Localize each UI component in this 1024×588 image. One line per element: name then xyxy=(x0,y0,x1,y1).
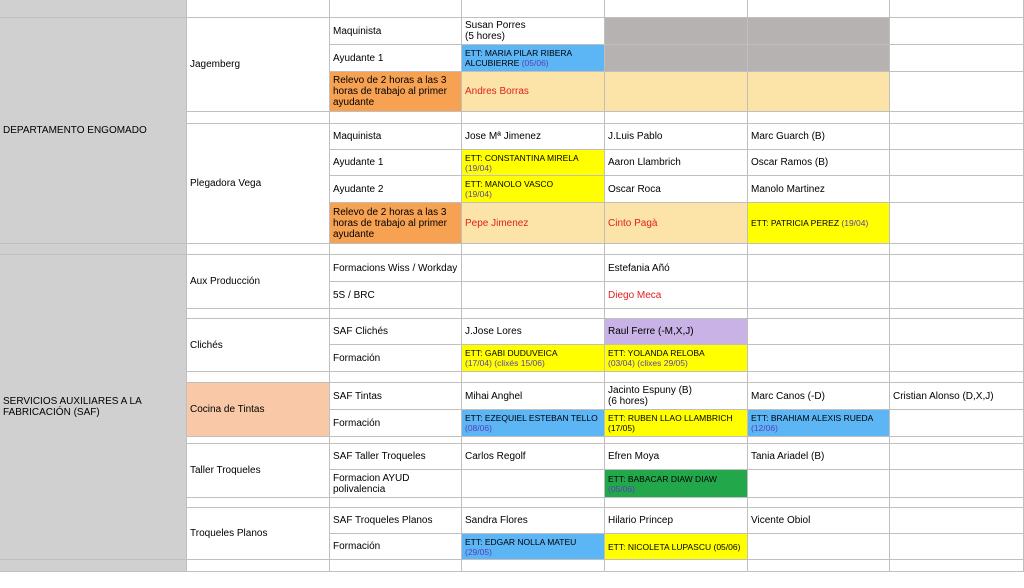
spacer-cell[interactable] xyxy=(462,437,605,444)
worker-cell[interactable] xyxy=(605,282,748,309)
worker-name: ETT: MANOLO VASCO xyxy=(465,179,554,189)
role-cell[interactable] xyxy=(330,72,462,112)
worker-cell[interactable] xyxy=(462,150,605,176)
worker-date: (05/06) xyxy=(608,483,635,494)
spacer-cell[interactable] xyxy=(748,498,890,508)
machine-label: Clichés xyxy=(190,339,223,351)
worker-cell[interactable] xyxy=(605,410,748,437)
machine-label: Taller Troqueles xyxy=(190,465,261,476)
worker-cell[interactable] xyxy=(748,319,890,345)
worker-cell[interactable] xyxy=(748,410,890,437)
role-label: SAF Clichés xyxy=(333,326,389,337)
spacer-cell[interactable] xyxy=(605,372,748,383)
worker-date: (29/05) xyxy=(465,546,492,557)
worker-name: Oscar Ramos (B) xyxy=(751,157,829,168)
worker-cell[interactable] xyxy=(748,203,890,244)
role-cell[interactable] xyxy=(330,410,462,437)
worker-cell[interactable] xyxy=(748,345,890,372)
worker-cell[interactable] xyxy=(890,45,1024,72)
machine-aux-produccion[interactable] xyxy=(187,255,330,309)
worker-name: ETT: CONSTANTINA MIRELA xyxy=(465,152,579,163)
worker-name: Cristian Alonso (D,X,J) xyxy=(893,390,994,402)
worker-name: Hilario Princep xyxy=(608,515,674,526)
worker-cell[interactable] xyxy=(605,508,748,534)
spacer-cell[interactable] xyxy=(748,437,890,444)
role-label: Formación xyxy=(333,417,381,429)
spacer-cell[interactable] xyxy=(187,437,330,444)
worker-cell[interactable] xyxy=(605,176,748,203)
role-cell[interactable] xyxy=(330,45,462,72)
spacer-cell[interactable] xyxy=(187,498,330,508)
worker-cell[interactable] xyxy=(890,176,1024,203)
worker-cell[interactable] xyxy=(748,18,890,45)
worker-cell[interactable] xyxy=(890,150,1024,176)
worker-name: Aaron Llambrich xyxy=(608,157,681,168)
worker-date: (17/04) (clixés 15/06) xyxy=(465,358,545,368)
worker-name: Andres Borras xyxy=(465,86,529,97)
role-label: 5S / BRC xyxy=(333,289,375,301)
header-cell[interactable] xyxy=(890,0,1024,18)
machine-plegadora[interactable] xyxy=(187,124,330,244)
worker-cell[interactable] xyxy=(462,282,605,309)
worker-date: (05/06) xyxy=(521,58,549,68)
worker-cell[interactable] xyxy=(748,45,890,72)
worker-name: Diego Meca xyxy=(608,289,662,301)
worker-name: Efren Moya xyxy=(608,451,660,462)
role-cell[interactable] xyxy=(330,282,462,309)
worker-name: J.Jose Lores xyxy=(465,326,522,337)
role-cell[interactable] xyxy=(330,255,462,282)
spacer-cell[interactable] xyxy=(605,498,748,508)
header-cell[interactable] xyxy=(187,0,330,18)
worker-cell[interactable] xyxy=(748,255,890,282)
role-label: SAF Tintas xyxy=(333,390,382,402)
spacer-cell[interactable] xyxy=(890,498,1024,508)
spacer-cell[interactable] xyxy=(890,560,1024,572)
worker-cell[interactable] xyxy=(890,534,1024,560)
worker-cell[interactable] xyxy=(748,383,890,410)
role-cell[interactable] xyxy=(330,150,462,176)
role-cell[interactable] xyxy=(330,18,462,45)
spacer-cell[interactable] xyxy=(0,244,187,255)
role-label: Relevo de 2 horas a las 3 horas de trabajo al primer ayudante xyxy=(333,206,447,240)
spacer-cell[interactable] xyxy=(330,112,462,124)
worker-date: (19/04) xyxy=(841,218,869,228)
worker-name: Oscar Roca xyxy=(608,183,661,195)
worker-name: Cinto Pagà xyxy=(608,217,658,229)
worker-cell[interactable] xyxy=(890,410,1024,437)
role-label: Formación xyxy=(333,541,381,552)
worker-cell[interactable] xyxy=(605,319,748,345)
worker-cell[interactable] xyxy=(462,124,605,150)
worker-cell[interactable] xyxy=(462,45,605,72)
worker-cell[interactable] xyxy=(605,534,748,560)
spacer-cell[interactable] xyxy=(462,372,605,383)
worker-entry xyxy=(465,348,558,368)
spacer-cell[interactable] xyxy=(187,560,330,572)
worker-name: Estefania Añó xyxy=(608,262,670,274)
role-label: Formacion AYUD polivalencia xyxy=(333,472,410,495)
role-label: Formación xyxy=(333,352,381,364)
spacer-cell[interactable] xyxy=(605,112,748,124)
role-label: SAF Troqueles Planos xyxy=(333,515,433,526)
worker-cell[interactable] xyxy=(462,176,605,203)
spacer-cell[interactable] xyxy=(330,244,462,255)
worker-cell[interactable] xyxy=(605,72,748,112)
spacer-cell[interactable] xyxy=(187,372,330,383)
role-label: Ayudante 1 xyxy=(333,52,384,64)
spacer-cell[interactable] xyxy=(330,498,462,508)
worker-cell[interactable] xyxy=(605,444,748,470)
spacer-cell[interactable] xyxy=(330,309,462,319)
section-saf[interactable] xyxy=(0,255,187,560)
spacer-cell[interactable] xyxy=(605,309,748,319)
worker-cell[interactable] xyxy=(748,508,890,534)
worker-cell[interactable] xyxy=(890,345,1024,372)
spacer-cell[interactable] xyxy=(330,560,462,572)
worker-cell[interactable] xyxy=(462,319,605,345)
spacer-cell[interactable] xyxy=(748,309,890,319)
worker-name: Marc Guarch (B) xyxy=(751,131,825,142)
worker-cell[interactable] xyxy=(462,508,605,534)
worker-entry xyxy=(751,218,868,228)
spacer-cell[interactable] xyxy=(748,244,890,255)
worker-name: Raul Ferre (-M,X,J) xyxy=(608,326,694,337)
worker-name: ETT: BABACAR DIAW DIAW xyxy=(608,473,717,484)
worker-name: ETT: NICOLETA LUPASCU (05/06) xyxy=(608,541,741,552)
worker-cell[interactable] xyxy=(605,124,748,150)
worker-cell[interactable] xyxy=(462,470,605,498)
worker-name: ETT: RUBEN LLAO LLAMBRICH (17/05) xyxy=(608,413,733,433)
worker-cell[interactable] xyxy=(462,534,605,560)
section-label: DEPARTAMENTO ENGOMADO xyxy=(3,125,147,136)
worker-cell[interactable] xyxy=(890,282,1024,309)
spacer-cell[interactable] xyxy=(890,244,1024,255)
spacer-cell[interactable] xyxy=(330,372,462,383)
machine-cocina-tintas[interactable] xyxy=(187,383,330,437)
spacer-cell[interactable] xyxy=(748,372,890,383)
worker-name: ETT: MARIA PILAR RIBERA ALCUBIERRE xyxy=(465,48,572,68)
role-label: Ayudante 1 xyxy=(333,157,384,168)
worker-name: ETT: YOLANDA RELOBA xyxy=(608,348,705,358)
worker-cell[interactable] xyxy=(748,124,890,150)
role-label: Formacions Wiss / Workday xyxy=(333,262,458,274)
worker-cell[interactable] xyxy=(605,255,748,282)
spacer-cell[interactable] xyxy=(748,560,890,572)
spacer-cell[interactable] xyxy=(605,244,748,255)
worker-cell[interactable] xyxy=(462,444,605,470)
worker-entry xyxy=(608,474,717,494)
worker-name: Carlos Regolf xyxy=(465,451,526,462)
worker-cell[interactable] xyxy=(605,150,748,176)
role-cell[interactable] xyxy=(330,345,462,372)
header-cell[interactable] xyxy=(462,0,605,18)
machine-label: Cocina de Tintas xyxy=(190,404,265,415)
spacer-cell[interactable] xyxy=(890,372,1024,383)
spacer-cell[interactable] xyxy=(462,244,605,255)
header-cell[interactable] xyxy=(748,0,890,18)
worker-cell[interactable] xyxy=(890,124,1024,150)
worker-name: Jose Mª Jimenez xyxy=(465,131,541,142)
worker-cell[interactable] xyxy=(890,319,1024,345)
machine-taller-troqueles[interactable] xyxy=(187,444,330,498)
worker-cell[interactable] xyxy=(605,203,748,244)
worker-cell[interactable] xyxy=(462,203,605,244)
role-cell[interactable] xyxy=(330,176,462,203)
worker-cell[interactable] xyxy=(890,203,1024,244)
worker-name: Sandra Flores xyxy=(465,515,528,526)
spacer-cell[interactable] xyxy=(462,309,605,319)
worker-date: (19/04) xyxy=(465,162,492,173)
spacer-cell[interactable] xyxy=(890,437,1024,444)
worker-cell[interactable] xyxy=(748,176,890,203)
section-label: SERVICIOS AUXILIARES A LA FABRICACIÓN (SAF) xyxy=(3,396,142,418)
worker-name: Vicente Obiol xyxy=(751,515,811,526)
spacer-cell[interactable] xyxy=(890,309,1024,319)
machine-troqueles-planos[interactable] xyxy=(187,508,330,560)
header-cell[interactable] xyxy=(0,0,187,18)
worker-cell[interactable] xyxy=(605,18,748,45)
worker-cell[interactable] xyxy=(748,534,890,560)
worker-date: (19/04) xyxy=(465,189,492,199)
worker-name: Tania Ariadel (B) xyxy=(751,451,825,462)
role-cell[interactable] xyxy=(330,534,462,560)
worker-entry xyxy=(465,179,553,199)
spacer-cell[interactable] xyxy=(462,498,605,508)
worker-entry xyxy=(465,537,601,557)
section-engomado[interactable] xyxy=(0,18,187,244)
worker-entry xyxy=(608,348,705,368)
worker-cell[interactable] xyxy=(605,45,748,72)
worker-entry xyxy=(465,48,601,68)
machine-label: Jagemberg xyxy=(190,59,241,70)
worker-cell[interactable] xyxy=(462,345,605,372)
worker-name: Jacinto Espuny (B) (6 hores) xyxy=(608,385,692,407)
worker-cell[interactable] xyxy=(462,18,605,45)
role-label: Maquinista xyxy=(333,25,382,37)
worker-cell[interactable] xyxy=(605,383,748,410)
worker-cell[interactable] xyxy=(748,470,890,498)
worker-entry xyxy=(465,153,579,173)
worker-name: ETT: GABI DUDUVEICA xyxy=(465,348,558,358)
worker-cell[interactable] xyxy=(890,72,1024,112)
worker-cell[interactable] xyxy=(462,255,605,282)
role-label: SAF Taller Troqueles xyxy=(333,451,426,462)
worker-name: ETT: BRAHIAM ALEXIS RUEDA xyxy=(751,413,874,423)
header-cell[interactable] xyxy=(330,0,462,18)
role-cell[interactable] xyxy=(330,319,462,345)
spacer-cell[interactable] xyxy=(605,437,748,444)
spacer-cell[interactable] xyxy=(187,112,330,124)
spacer-cell[interactable] xyxy=(187,309,330,319)
role-cell[interactable] xyxy=(330,383,462,410)
role-cell[interactable] xyxy=(330,508,462,534)
role-label: Ayudante 2 xyxy=(333,183,384,195)
worker-cell[interactable] xyxy=(748,444,890,470)
worker-date: (08/06) xyxy=(465,423,492,433)
worker-cell[interactable] xyxy=(748,150,890,176)
role-label: Relevo de 2 horas a las 3 horas de trabajo al primer ayudante xyxy=(333,75,447,108)
worker-cell[interactable] xyxy=(890,383,1024,410)
worker-entry xyxy=(751,413,873,433)
machine-label: Aux Producción xyxy=(190,276,261,287)
worker-entry xyxy=(465,413,598,433)
worker-cell[interactable] xyxy=(890,508,1024,534)
machine-label: Troqueles Planos xyxy=(190,528,268,539)
worker-name: ETT: EDGAR NOLLA MATEU xyxy=(465,536,577,547)
worker-date: (12/06) xyxy=(751,423,778,433)
machine-label: Plegadora Vega xyxy=(190,178,262,189)
worker-name: ETT: EZEQUIEL ESTEBAN TELLO xyxy=(465,413,598,423)
machine-jagemberg[interactable] xyxy=(187,18,330,112)
worker-name: Susan Porres (5 hores) xyxy=(465,20,526,42)
spacer-cell[interactable] xyxy=(0,560,187,572)
worker-cell[interactable] xyxy=(462,72,605,112)
machine-cliches[interactable] xyxy=(187,319,330,372)
role-cell[interactable] xyxy=(330,203,462,244)
role-cell[interactable] xyxy=(330,470,462,498)
worker-name: Mihai Anghel xyxy=(465,390,523,402)
worker-name: Manolo Martinez xyxy=(751,183,825,195)
spacer-cell[interactable] xyxy=(187,244,330,255)
spacer-cell[interactable] xyxy=(605,560,748,572)
header-cell[interactable] xyxy=(605,0,748,18)
worker-cell[interactable] xyxy=(605,470,748,498)
worker-cell[interactable] xyxy=(890,444,1024,470)
worker-date: (03/04) (clixes 29/05) xyxy=(608,358,688,368)
worker-cell[interactable] xyxy=(748,282,890,309)
worker-cell[interactable] xyxy=(605,345,748,372)
role-cell[interactable] xyxy=(330,444,462,470)
spacer-cell[interactable] xyxy=(462,112,605,124)
worker-cell[interactable] xyxy=(748,72,890,112)
worker-name: Marc Canos (-D) xyxy=(751,390,825,402)
role-label: Maquinista xyxy=(333,131,382,142)
spacer-cell[interactable] xyxy=(748,112,890,124)
worker-cell[interactable] xyxy=(462,383,605,410)
worker-name: Pepe Jimenez xyxy=(465,217,529,229)
spacer-cell[interactable] xyxy=(462,560,605,572)
worker-cell[interactable] xyxy=(890,255,1024,282)
worker-cell[interactable] xyxy=(462,410,605,437)
worker-name: J.Luis Pablo xyxy=(608,131,663,142)
worker-cell[interactable] xyxy=(890,470,1024,498)
role-cell[interactable] xyxy=(330,124,462,150)
spacer-cell[interactable] xyxy=(330,437,462,444)
spacer-cell[interactable] xyxy=(890,112,1024,124)
worker-cell[interactable] xyxy=(890,18,1024,45)
worker-name: ETT: PATRICIA PEREZ xyxy=(751,218,840,228)
